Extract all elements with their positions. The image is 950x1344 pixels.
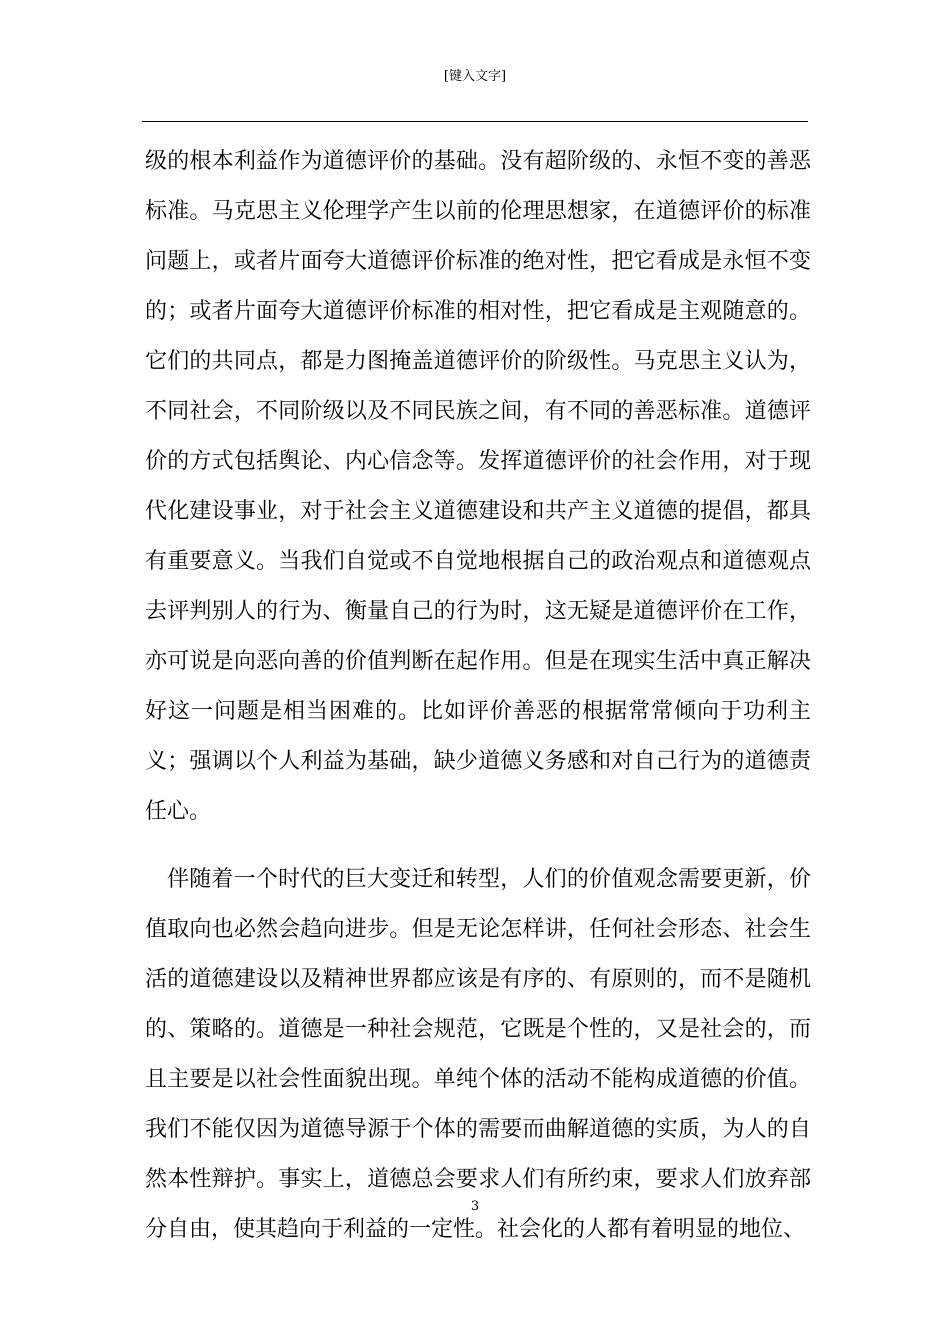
body-paragraph: 伴随着一个时代的巨大变迁和转型，人们的价值观念需要更新，价值取向也必然会趋向进步。但是无论怎样讲，任何社会形态、社会生活的道德建设以及精神世界都应该是有序的、有原则的，而不是随机的、策略的。道德是一种社会规范，它既是个性的，又是社会的，而且主要是以社会性面貌出现。单纯个体的活动不能构成道德的价值。我们不能仅因为道德导源于个体的需要而曲解道德的实质，为人的自然本性辩护。事实上，道德总会要求人们有所约束，要求人们放弃部分自由，使其趋向于利益的一定性。社会化的人都有着明显的地位、 <box>145 867 811 1242</box>
document-body <box>145 137 811 1255</box>
page-number: 3 <box>470 1199 480 1214</box>
body-paragraph-continued: 级的根本利益作为道德评价的基础。没有超阶级的、永恒不变的善恶标准。马克思主义伦理学产生以前的伦理思想家，在道德评价的标准问题上，或者片面夸大道德评价标准的绝对性，把它看成是永恒不变的；或者片面夸大道德评价标准的相对性，把它看成是主观随意的。它们的共同点，都是力图掩盖道德评价的阶级性。马克思主义认为，不同社会，不同阶级以及不同民族之间，有不同的善恶标准。道德评价的方式包括舆论、内心信念等。发挥道德评价的社会作用，对于现代化建设事业，对于社会主义道德建设和共产主义道德的提倡，都具有重要意义。当我们自觉或不自觉地根据自己的政治观点和道德观点去评判别人的行为、衡量自己的行为时，这无疑是道德评价在工作，亦可说是向恶向善的价值判断在起作用。但是在现实生活中真正解决好这一问题是相当困难的。比如评价善恶的根据常常倾向于功利主义；强调以个人利益为基础，缺少道德义务感和对自己行为的道德责任心。 <box>145 149 811 824</box>
header-divider <box>142 121 808 122</box>
page-header: [键入文字] <box>443 69 507 84</box>
